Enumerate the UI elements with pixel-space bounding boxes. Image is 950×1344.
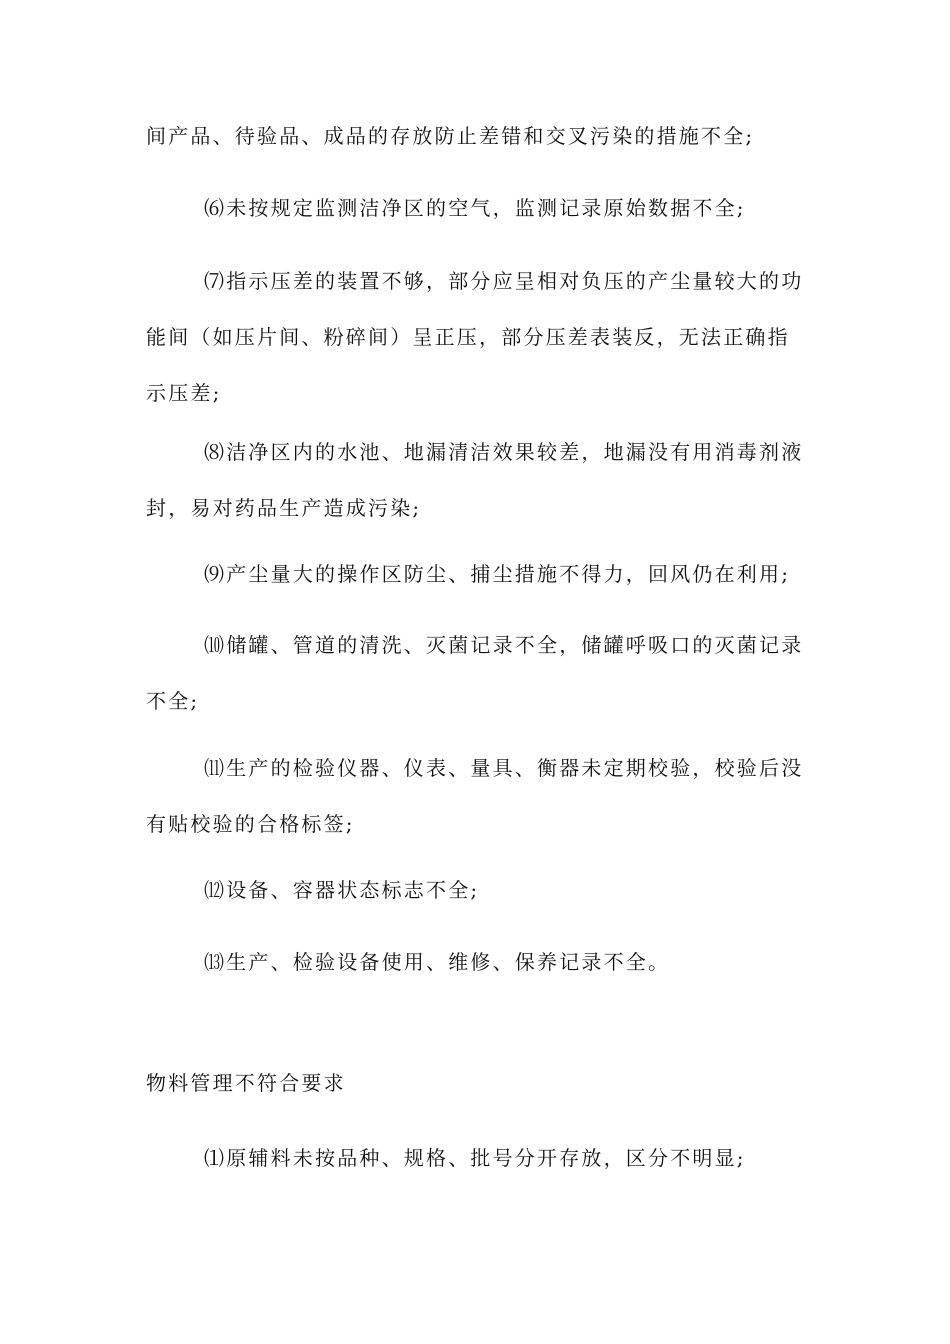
paragraph-item-10: ⑽储罐、管道的清洗、灭菌记录不全，储罐呼吸口的灭菌记录不全; [146,633,804,713]
paragraph-item-9: ⑼产尘量大的操作区防尘、捕尘措施不得力，回风仍在利用; [204,562,791,586]
paragraph-item-11: ⑾生产的检验仪器、仪表、量具、衡器未定期校验，校验后没有贴校验的合格标签; [146,756,804,836]
paragraph-item-7: ⑺指示压差的装置不够，部分应呈相对负压的产尘量较大的功能间（如压片间、粉碎间）呈正压，部分压差表装反，无法正确指示压差; [146,269,804,405]
paragraph-continuation: 间产品、待验品、成品的存放防止差错和交叉污染的措施不全; [146,124,755,148]
paragraph-item-6: ⑹未按规定监测洁净区的空气，监测记录原始数据不全; [204,196,746,220]
paragraph-item-12: ⑿设备、容器状态标志不全; [204,878,480,902]
paragraph-item-8: ⑻洁净区内的水池、地漏清洁效果较差，地漏没有用消毒剂液封，易对药品生产造成污染; [146,440,804,520]
section-heading: 物料管理不符合要求 [146,1071,346,1095]
paragraph-item-13: ⒀生产、检验设备使用、维修、保养记录不全。 [204,950,671,974]
paragraph-material-item-1: ⑴原辅料未按品种、规格、批号分开存放，区分不明显; [204,1146,746,1170]
